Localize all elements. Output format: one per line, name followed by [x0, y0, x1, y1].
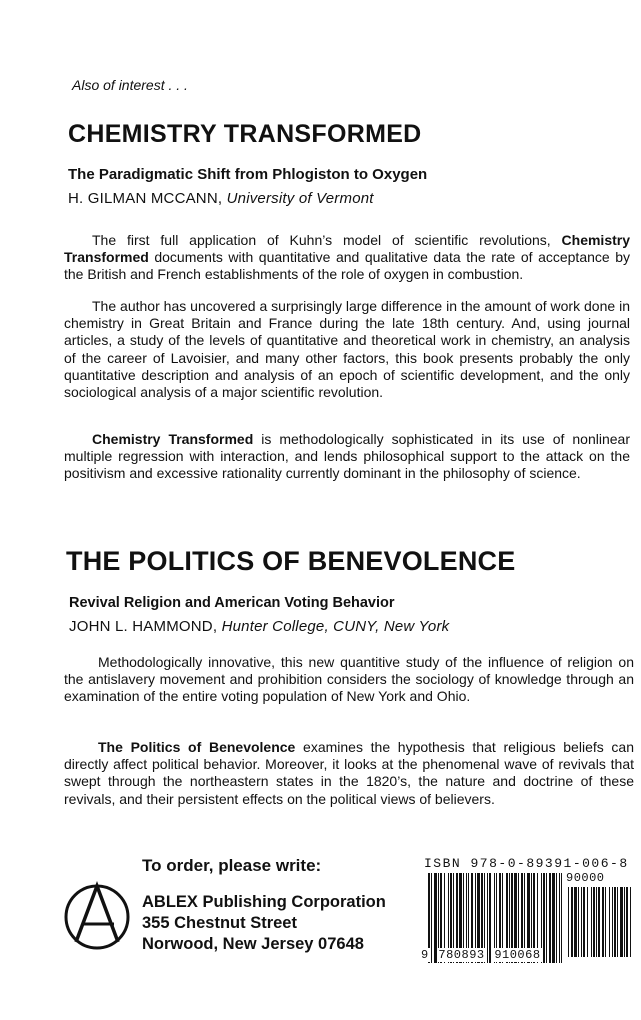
barcode-addon-bar [617, 887, 618, 957]
book2-paragraph-1: Methodologically innovative, this new quantitive study of the influence of religion on the antislavery movement and prohibition considers the sociology of knowledge through an examination of the entire voting population of New York and Ohio. [64, 654, 634, 705]
barcode-addon-bar [612, 887, 613, 957]
barcode-addon-bar [596, 887, 597, 957]
barcode-addon-bar [609, 887, 610, 957]
barcode-lead-digit: 9 [421, 948, 429, 962]
barcode-addon-bar [583, 887, 585, 957]
publisher-street: 355 Chestnut Street [142, 914, 297, 932]
barcode-addon-bar [614, 887, 616, 957]
barcode-addon-bar [581, 887, 582, 957]
barcode-addon-bar [624, 887, 625, 957]
barcode-digits [420, 948, 634, 962]
book1-p1-bold: Chemistry Transformed [64, 232, 630, 266]
barcode-addon-bar [568, 887, 569, 957]
order-heading: To order, please write: [142, 856, 322, 875]
book1-p1-text: The first full application of Kuhn’s model of scientific revolutions, [92, 232, 562, 248]
publisher-city: Norwood, New Jersey 07648 [142, 935, 364, 953]
book1-p3-bold: Chemistry Transformed [92, 431, 254, 447]
book1-paragraph-1 [64, 232, 630, 284]
book1-paragraph-3 [64, 431, 630, 483]
book1-subtitle: The Paradigmatic Shift from Phlogiston to Oxygen [68, 166, 428, 183]
barcode-addon-bar [602, 887, 604, 957]
book2-p2-text: examines the hypothesis that religious beliefs can directly affect political behavior. Moreover, it looks at the phenomenal wave of revivals that swept through the northeastern states in the 1820’s, the nature and doctrine of these revivals, and their persistent effects on the political views of believers. [64, 739, 635, 807]
barcode-addon-bar [571, 887, 573, 957]
book2-paragraph-2 [64, 739, 634, 808]
barcode-addon-bar [587, 887, 588, 957]
barcode-addon-bar [593, 887, 595, 957]
barcode-addon-bar [578, 887, 579, 957]
barcode-addon-bar [630, 887, 631, 957]
book2-title: THE POLITICS OF BENEVOLENCE [66, 546, 516, 576]
book2-author-line [69, 618, 449, 635]
book1-affiliation: University of Vermont [226, 190, 374, 207]
book1-p3-text: is methodologically sophisticated in its use of nonlinear multiple regression with interaction, and lends philosophical support to the attack on the positivism and excessive rationality currently dominant in the philosophy of science. [64, 431, 630, 482]
book2-author: JOHN L. HAMMOND, [69, 618, 218, 635]
ablex-logo-icon [62, 880, 132, 952]
publisher-name: ABLEX Publishing Corporation [142, 893, 386, 911]
barcode-addon-digits: 90000 [566, 871, 605, 885]
book1-paragraph-2: The author has uncovered a surprisingly large difference in the amount of work done in chemistry in Great Britain and France during the late 18th century. And, using journal articles, a study of the levels of quantitative and theoretical work in chemistry, an analysis of the career of Lavoisier, and many other factors, this book presents probably the only quantitative description and analysis of an epoch of scientific development, and the only sociological analysis of a major scientific revolution. [64, 298, 630, 401]
barcode-addon-bar [574, 887, 577, 957]
also-of-interest: Also of interest . . . [72, 77, 188, 93]
book1-p1-text-end: documents with quantitative and qualitative data the rate of acceptance by the British and French establishments of the role of oxygen in combustion. [64, 249, 630, 283]
barcode-group-2: 910068 [494, 948, 541, 962]
barcode-addon-bar [626, 887, 628, 957]
book2-affiliation: Hunter College, CUNY, New York [221, 618, 450, 635]
isbn-label: ISBN 978-0-89391-006-8 [424, 856, 629, 871]
barcode-addon-bar [598, 887, 600, 957]
barcode-addon-bar [591, 887, 592, 957]
barcode-addon-bar [605, 887, 606, 957]
book1-author: H. GILMAN MCCANN, [68, 190, 223, 207]
publisher-address [142, 892, 386, 955]
book2-p2-bold: The Politics of Benevolence [98, 739, 296, 755]
book2-subtitle: Revival Religion and American Voting Behavior [69, 595, 395, 611]
book1-author-line [68, 190, 374, 207]
book1-title: CHEMISTRY TRANSFORMED [68, 120, 422, 148]
barcode-addon-bar [620, 887, 623, 957]
barcode-group-1: 780893 [438, 948, 485, 962]
